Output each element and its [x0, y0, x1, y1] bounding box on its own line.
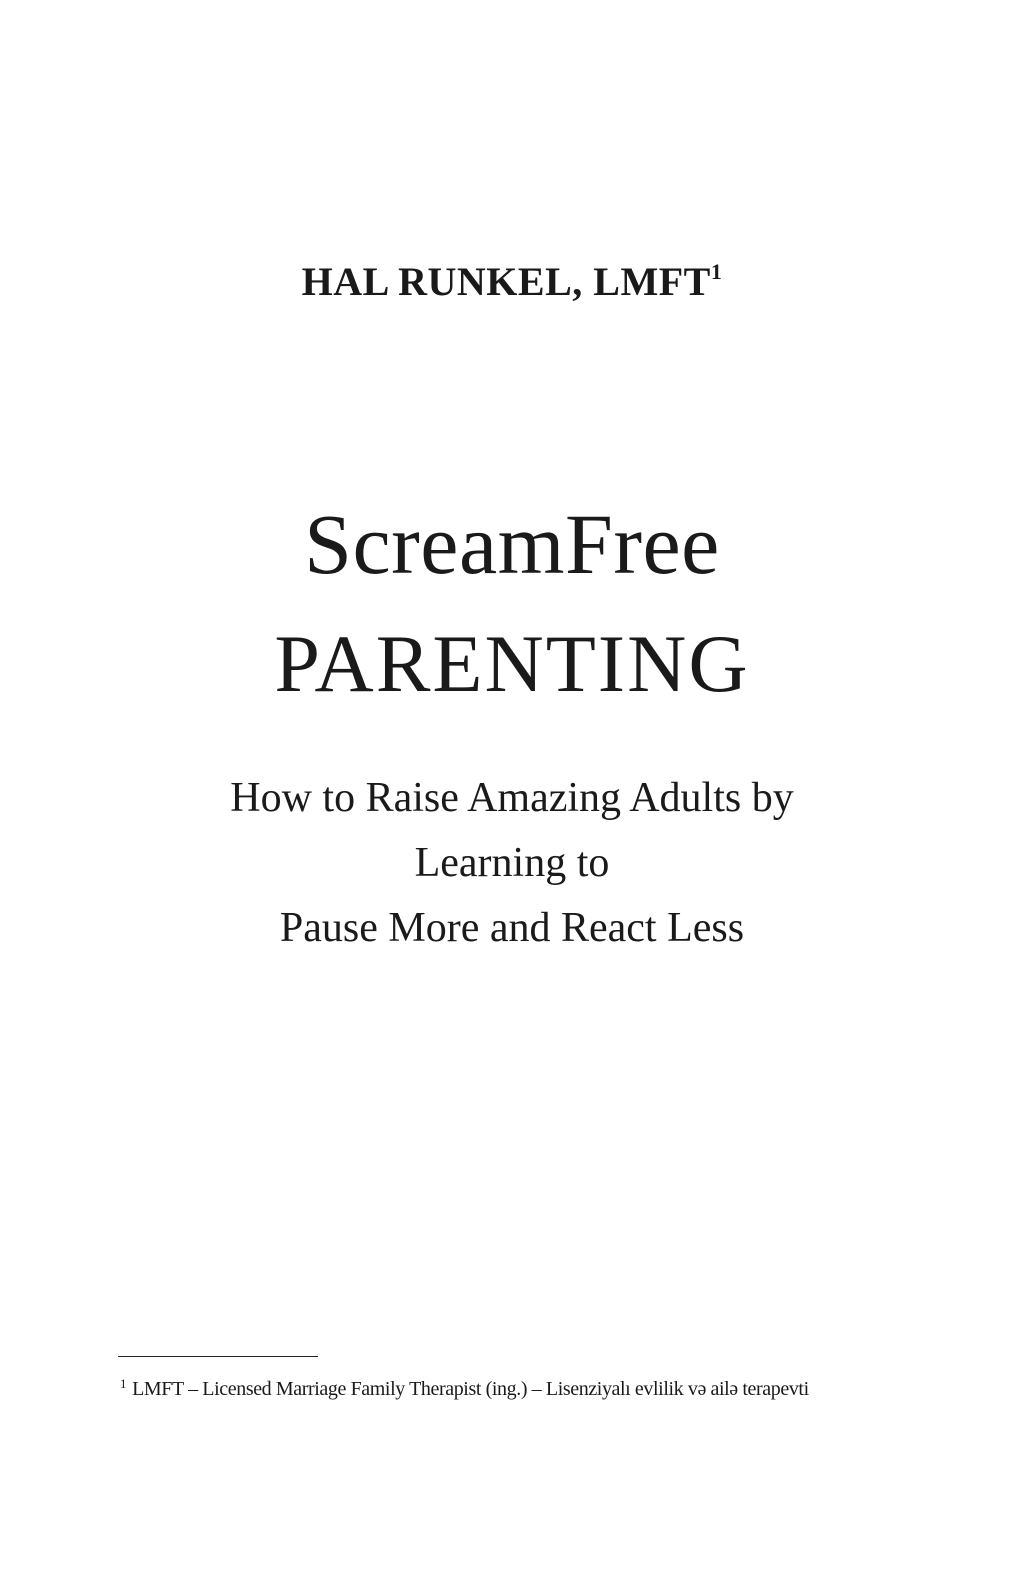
author-name: [0, 258, 1024, 306]
book-title-line2: PARENTING: [274, 618, 750, 709]
footnote: [120, 1376, 920, 1402]
footnote-divider: [118, 1356, 318, 1357]
book-title-line1: ScreamFree: [304, 496, 720, 592]
book-subtitle: [0, 766, 1024, 961]
subtitle-line3: Pause More and React Less: [279, 905, 745, 951]
subtitle-line1: How to Raise Amazing Adults by: [230, 775, 794, 821]
subtitle-line2: Learning to: [414, 840, 610, 886]
author-name-text: HAL RUNKEL, LMFT: [301, 259, 711, 304]
author-footnote-marker: 1: [710, 259, 723, 284]
footnote-marker: 1: [120, 1376, 127, 1391]
footnote-text: LMFT – Licensed Marriage Family Therapist (ing.) – Lisenziyalı evlilik və ailə terapevti: [132, 1378, 809, 1400]
